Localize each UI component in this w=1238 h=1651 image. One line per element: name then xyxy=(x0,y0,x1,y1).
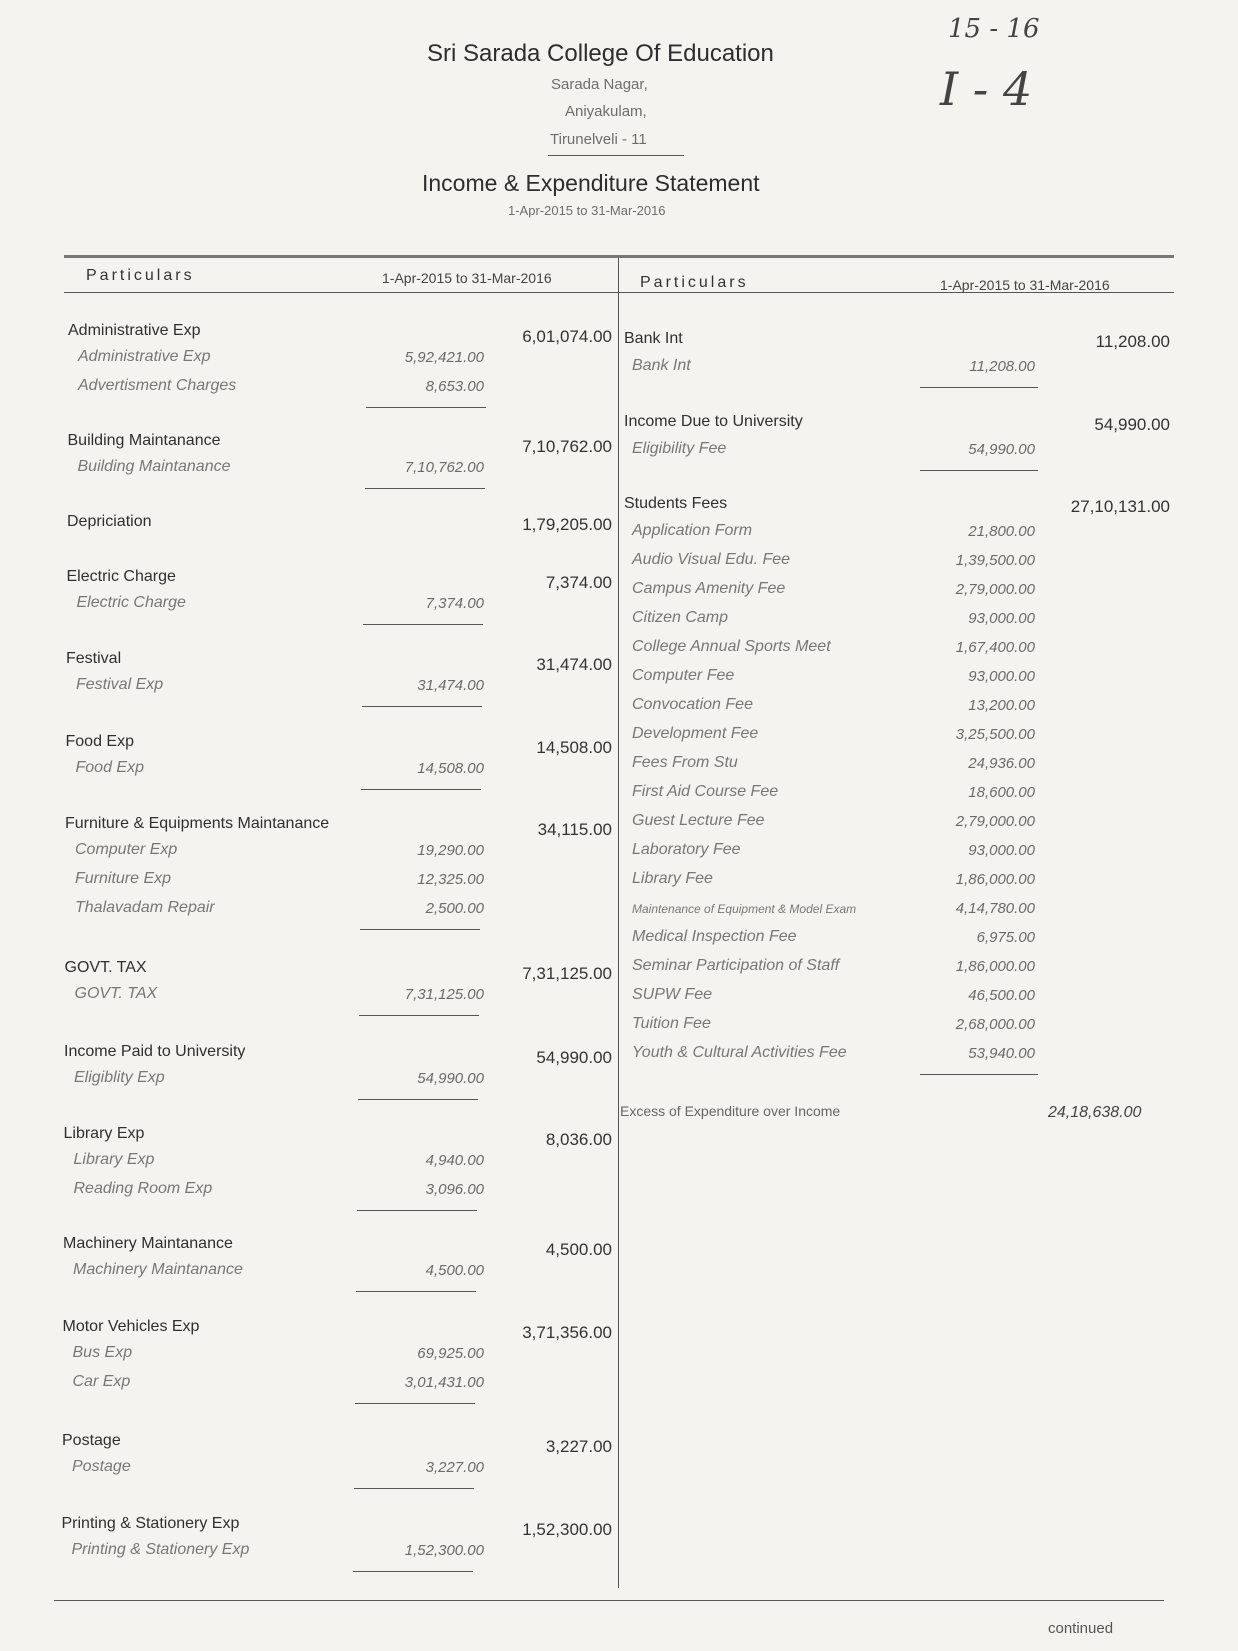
column-divider xyxy=(618,258,619,1588)
expense-item-name: Electric Charge xyxy=(76,594,186,611)
address-underline xyxy=(548,155,684,156)
income-item-amount: 1,39,500.00 xyxy=(955,552,1035,569)
income-item-name: Citizen Camp xyxy=(632,609,729,626)
expense-subtotal-rule xyxy=(356,1291,476,1292)
table-bottom-rule xyxy=(54,1600,1164,1601)
income-group-name: Income Due to University xyxy=(624,413,803,430)
address-line-2: Aniyakulam, xyxy=(565,103,647,120)
income-item-amount: 46,500.00 xyxy=(968,987,1035,1004)
income-item-amount: 2,79,000.00 xyxy=(955,581,1035,598)
income-item-name: Computer Fee xyxy=(632,667,735,684)
income-group-name: Students Fees xyxy=(624,495,728,512)
income-item-amount: 93,000.00 xyxy=(968,842,1035,859)
expense-item-amount: 5,92,421.00 xyxy=(404,349,484,366)
expense-item-name: Reading Room Exp xyxy=(73,1180,213,1197)
expense-item-amount: 4,940.00 xyxy=(425,1152,484,1169)
income-item-amount: 93,000.00 xyxy=(968,610,1035,627)
expense-item-name: Festival Exp xyxy=(76,676,164,693)
college-name: Sri Sarada College Of Education xyxy=(427,40,774,67)
expense-item-name: GOVT. TAX xyxy=(74,985,158,1002)
expense-subtotal-rule xyxy=(360,929,480,930)
income-item-name: Bank Int xyxy=(632,357,691,374)
expense-subtotal-rule xyxy=(361,789,481,790)
income-group-name: Bank Int xyxy=(624,330,683,347)
expense-group-name: Electric Charge xyxy=(66,568,176,585)
expense-item-name: Postage xyxy=(72,1458,131,1475)
income-group-total: 11,208.00 xyxy=(1095,332,1170,351)
income-item-amount: 24,936.00 xyxy=(968,755,1035,772)
income-item-amount: 1,86,000.00 xyxy=(955,958,1035,975)
expense-subtotal-rule xyxy=(363,624,483,625)
excess-amount: 24,18,638.00 xyxy=(1048,1104,1142,1121)
expense-item-amount: 69,925.00 xyxy=(417,1345,484,1362)
expense-subtotal-rule xyxy=(357,1210,477,1211)
income-item-amount: 6,975.00 xyxy=(976,929,1035,946)
expense-group-name: Motor Vehicles Exp xyxy=(62,1318,200,1335)
continued-label: continued xyxy=(1048,1620,1114,1637)
expense-group-name: Depriciation xyxy=(67,513,152,530)
expense-item-name: Building Maintanance xyxy=(77,458,231,475)
income-item-name: SUPW Fee xyxy=(632,986,713,1003)
income-item-amount: 54,990.00 xyxy=(968,441,1035,458)
expense-item-amount: 19,290.00 xyxy=(417,842,484,859)
income-subtotal-rule xyxy=(920,387,1038,388)
expense-group-total: 7,31,125.00 xyxy=(522,964,612,983)
income-item-name: Convocation Fee xyxy=(632,696,753,713)
expense-item-amount: 31,474.00 xyxy=(417,677,484,694)
expense-group-name: Administrative Exp xyxy=(68,322,201,339)
expense-item-amount: 2,500.00 xyxy=(425,900,484,917)
excess-label: Excess of Expenditure over Income xyxy=(620,1103,841,1119)
expense-subtotal-rule xyxy=(366,407,486,408)
income-item-name: Laboratory Fee xyxy=(632,841,741,858)
income-item-name: Campus Amenity Fee xyxy=(632,580,786,597)
expense-group-total: 7,10,762.00 xyxy=(522,437,612,456)
expense-group-name: Building Maintanance xyxy=(67,432,221,449)
expense-group-total: 8,036.00 xyxy=(545,1130,612,1149)
expense-group-total: 3,71,356.00 xyxy=(522,1323,612,1342)
expense-item-name: Thalavadam Repair xyxy=(75,899,215,916)
expense-group-name: Postage xyxy=(62,1432,121,1449)
expense-item-amount: 3,227.00 xyxy=(425,1459,484,1476)
expense-subtotal-rule xyxy=(362,706,482,707)
expense-item-amount: 7,10,762.00 xyxy=(404,459,484,476)
expense-item-name: Food Exp xyxy=(75,759,144,776)
income-item-amount: 4,14,780.00 xyxy=(955,900,1035,917)
expense-group-name: Income Paid to University xyxy=(64,1043,246,1060)
expense-item-name: Printing & Stationery Exp xyxy=(71,1541,250,1558)
expense-item-name: Furniture Exp xyxy=(75,870,172,887)
expense-item-name: Car Exp xyxy=(72,1373,131,1390)
expense-subtotal-rule xyxy=(358,1099,478,1100)
income-item-name: Fees From Stu xyxy=(632,754,738,771)
handwritten-year: 15 - 16 xyxy=(948,14,1040,44)
expense-item-amount: 3,096.00 xyxy=(425,1181,484,1198)
expense-item-name: Eligiblity Exp xyxy=(74,1069,165,1086)
expense-group-total: 54,990.00 xyxy=(536,1048,612,1067)
income-group-total: 27,10,131.00 xyxy=(1070,497,1170,516)
income-item-name: Seminar Participation of Staff xyxy=(632,957,840,974)
expense-item-amount: 1,52,300.00 xyxy=(404,1542,484,1559)
income-item-amount: 93,000.00 xyxy=(968,668,1035,685)
expense-item-name: Administrative Exp xyxy=(78,348,211,365)
income-item-amount: 11,208.00 xyxy=(969,358,1035,375)
expense-item-name: Bus Exp xyxy=(72,1344,133,1361)
expense-group-name: Furniture & Equipments Maintanance xyxy=(65,815,330,832)
expense-item-amount: 4,500.00 xyxy=(425,1262,484,1279)
expense-item-amount: 54,990.00 xyxy=(417,1070,484,1087)
expense-item-amount: 7,374.00 xyxy=(425,595,484,612)
income-item-name: Youth & Cultural Activities Fee xyxy=(632,1044,847,1061)
expense-item-amount: 7,31,125.00 xyxy=(404,986,484,1003)
income-item-name: Eligibility Fee xyxy=(632,440,727,457)
income-item-amount: 13,200.00 xyxy=(968,697,1035,714)
income-subtotal-rule xyxy=(920,1074,1038,1075)
income-item-name: Tuition Fee xyxy=(632,1015,711,1032)
income-group-total: 54,990.00 xyxy=(1094,415,1170,434)
expense-group-name: Printing & Stationery Exp xyxy=(61,1515,240,1532)
expense-group-total: 1,52,300.00 xyxy=(522,1520,612,1539)
expense-group-total: 7,374.00 xyxy=(545,573,612,592)
right-particulars-header: Particulars xyxy=(640,274,749,291)
table-top-rule xyxy=(64,255,1174,258)
income-item-name: First Aid Course Fee xyxy=(632,783,779,800)
expense-group-total: 14,508.00 xyxy=(536,738,612,757)
income-item-name: Library Fee xyxy=(632,870,713,887)
expense-item-amount: 3,01,431.00 xyxy=(404,1374,484,1391)
statement-title: Income & Expenditure Statement xyxy=(422,170,760,196)
income-item-name: Audio Visual Edu. Fee xyxy=(632,551,791,568)
expense-group-total: 3,227.00 xyxy=(545,1437,612,1456)
income-item-amount: 3,25,500.00 xyxy=(955,726,1035,743)
expense-group-name: Festival xyxy=(66,650,122,667)
income-item-name: Maintenance of Equipment & Model Exam xyxy=(632,902,857,916)
expense-subtotal-rule xyxy=(365,488,485,489)
income-item-name: Application Form xyxy=(632,522,753,539)
expense-subtotal-rule xyxy=(359,1015,479,1016)
left-particulars-header: Particulars xyxy=(86,267,195,284)
income-item-amount: 53,940.00 xyxy=(968,1045,1035,1062)
expense-item-name: Advertisment Charges xyxy=(78,377,237,394)
income-subtotal-rule xyxy=(920,470,1038,471)
income-item-name: Guest Lecture Fee xyxy=(632,812,765,829)
handwritten-ref: I - 4 xyxy=(940,62,1033,116)
expense-subtotal-rule xyxy=(355,1403,475,1404)
expense-item-amount: 12,325.00 xyxy=(417,871,484,888)
expense-group-name: Library Exp xyxy=(63,1125,145,1142)
income-item-amount: 21,800.00 xyxy=(968,523,1035,540)
expense-item-name: Machinery Maintanance xyxy=(73,1261,243,1278)
expense-item-name: Library Exp xyxy=(73,1151,155,1168)
expense-group-total: 31,474.00 xyxy=(536,655,612,674)
statement-period: 1-Apr-2015 to 31-Mar-2016 xyxy=(508,203,666,218)
income-item-name: College Annual Sports Meet xyxy=(632,638,831,655)
expense-subtotal-rule xyxy=(354,1488,474,1489)
expense-group-name: GOVT. TAX xyxy=(64,959,147,976)
right-period-header: 1-Apr-2015 to 31-Mar-2016 xyxy=(940,277,1110,293)
income-item-amount: 1,86,000.00 xyxy=(955,871,1035,888)
expense-item-amount: 8,653.00 xyxy=(425,378,484,395)
income-item-name: Development Fee xyxy=(632,725,759,742)
income-item-amount: 18,600.00 xyxy=(968,784,1035,801)
expense-subtotal-rule xyxy=(353,1571,473,1572)
expense-group-total: 6,01,074.00 xyxy=(522,327,612,346)
expense-group-name: Machinery Maintanance xyxy=(63,1235,233,1252)
income-item-amount: 1,67,400.00 xyxy=(955,639,1035,656)
expense-group-total: 34,115.00 xyxy=(537,820,612,839)
address-line-3: Tirunelveli - 11 xyxy=(550,131,647,148)
expense-item-name: Computer Exp xyxy=(75,841,178,858)
expense-item-amount: 14,508.00 xyxy=(417,760,484,777)
income-item-amount: 2,68,000.00 xyxy=(955,1016,1035,1033)
income-item-name: Medical Inspection Fee xyxy=(632,928,797,945)
address-line-1: Sarada Nagar, xyxy=(551,76,648,93)
expense-group-name: Food Exp xyxy=(65,733,134,750)
expense-group-total: 1,79,205.00 xyxy=(522,515,612,534)
left-period-header: 1-Apr-2015 to 31-Mar-2016 xyxy=(382,270,552,286)
expense-group-total: 4,500.00 xyxy=(545,1240,612,1259)
income-item-amount: 2,79,000.00 xyxy=(955,813,1035,830)
